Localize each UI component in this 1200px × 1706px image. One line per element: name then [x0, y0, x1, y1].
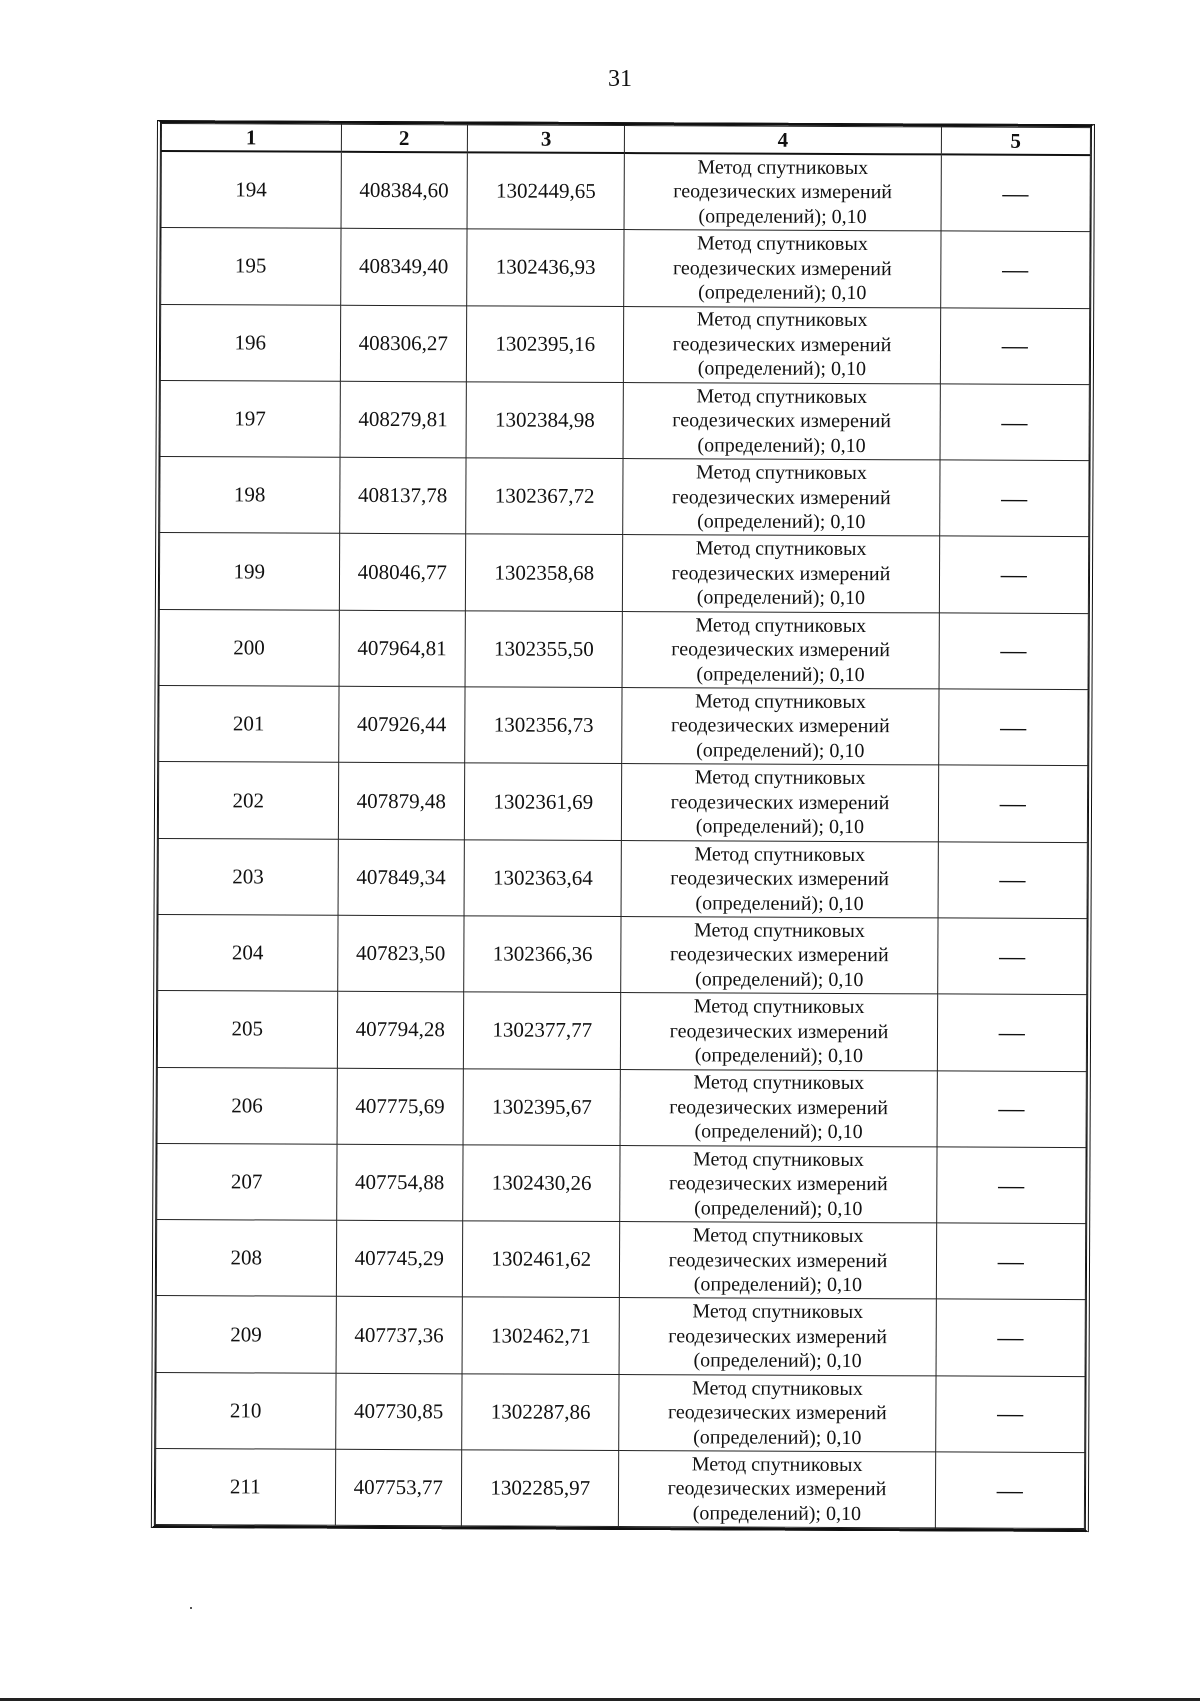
point-number-cell: 199: [159, 533, 339, 610]
method-text-line: (определений); 0,10: [694, 1044, 864, 1068]
point-number-cell: 197: [160, 380, 340, 457]
point-number-cell: 208: [156, 1220, 336, 1297]
method-text-line: геодезических измерений: [669, 1096, 889, 1120]
method-text-line: геодезических измерений: [672, 256, 892, 280]
table-row: [158, 762, 1087, 842]
method-text-line: (определений); 0,10: [694, 1197, 863, 1220]
point-number-cell: 207: [157, 1143, 337, 1220]
method-text-line: геодезических измерений: [669, 1019, 889, 1043]
table-row: [159, 533, 1088, 613]
column-header-2: 2: [341, 124, 468, 152]
x-coordinate-cell: 408306,27: [340, 305, 467, 382]
method-text-line: Метод спутниковых: [696, 461, 867, 485]
method-cell: [620, 1145, 936, 1223]
y-coordinate-cell: 1302363,64: [464, 840, 622, 917]
scan-bottom-edge: [0, 1698, 1200, 1701]
method-text-line: Метод спутниковых: [695, 614, 867, 637]
x-coordinate-cell: 407737,36: [336, 1297, 463, 1374]
y-coordinate-cell: 1302367,72: [466, 458, 624, 535]
method-text-line: геодезических измерений: [670, 791, 890, 814]
x-coordinate-cell: 407794,28: [337, 992, 464, 1069]
method-text-line: геодезических измерений: [668, 1248, 888, 1272]
method-text-line: геодезических измерений: [671, 562, 891, 586]
method-text-line: Метод спутниковых: [693, 1148, 864, 1171]
coordinates-table: [155, 123, 1091, 1529]
column-header-3: 3: [467, 125, 625, 153]
table-row: [156, 1296, 1085, 1376]
method-text-line: Метод спутниковых: [697, 232, 868, 256]
method-text-line: (определений); 0,10: [693, 1273, 863, 1297]
table-row: [158, 914, 1087, 994]
method-text-line: (определений); 0,10: [694, 1120, 863, 1144]
table-row: [159, 686, 1088, 766]
table-row: [155, 1449, 1084, 1529]
x-coordinate-cell: 407926,44: [338, 686, 465, 763]
method-cell: [624, 382, 940, 460]
method-text-line: геодезических измерений: [668, 1172, 888, 1196]
y-coordinate-cell: 1302356,73: [465, 687, 623, 764]
method-text-line: геодезических измерений: [672, 409, 892, 433]
note-cell: —: [939, 536, 1089, 613]
x-coordinate-cell: 407879,48: [338, 763, 465, 840]
method-text-line: Метод спутниковых: [695, 690, 866, 714]
method-cell: [621, 917, 937, 995]
method-text-line: Метод спутниковых: [692, 1376, 863, 1400]
method-text-line: Метод спутниковых: [693, 995, 865, 1019]
method-text-line: геодезических измерений: [667, 1477, 887, 1501]
coordinates-table-frame: [151, 120, 1095, 1532]
method-text-line: геодезических измерений: [670, 714, 890, 738]
y-coordinate-cell: 1302384,98: [466, 382, 624, 459]
scan-speck: [190, 1607, 192, 1609]
method-text-line: (определений); 0,10: [698, 205, 867, 228]
method-text-line: (определений); 0,10: [696, 739, 865, 763]
table-row: [160, 304, 1089, 384]
method-cell: [620, 1222, 936, 1300]
point-number-cell: 196: [160, 304, 340, 381]
method-text-line: (определений); 0,10: [697, 357, 867, 381]
table-row: [158, 838, 1087, 918]
method-text-line: (определений); 0,10: [695, 815, 865, 839]
x-coordinate-cell: 407730,85: [335, 1373, 462, 1450]
y-coordinate-cell: 1302395,67: [463, 1068, 621, 1145]
table-row: [161, 228, 1090, 308]
method-cell: [623, 611, 939, 689]
x-coordinate-cell: 408384,60: [341, 152, 468, 229]
method-text-line: геодезических измерений: [672, 333, 892, 357]
method-text-line: Метод спутниковых: [696, 308, 868, 332]
method-text-line: (определений); 0,10: [693, 1349, 862, 1373]
y-coordinate-cell: 1302287,86: [462, 1374, 620, 1451]
x-coordinate-cell: 407775,69: [337, 1068, 464, 1145]
note-cell: —: [938, 689, 1088, 766]
table-row: [157, 991, 1086, 1071]
x-coordinate-cell: 407964,81: [339, 610, 466, 687]
note-cell: —: [941, 154, 1091, 231]
method-cell: [624, 230, 940, 308]
method-text-line: геодезических измерений: [671, 485, 891, 509]
x-coordinate-cell: 407849,34: [338, 839, 465, 916]
table-row: [161, 151, 1090, 232]
y-coordinate-cell: 1302462,71: [462, 1297, 620, 1374]
method-text-line: геодезических измерений: [671, 638, 891, 662]
method-text-line: геодезических измерений: [670, 867, 890, 891]
point-number-cell: 211: [155, 1449, 335, 1526]
table-row: [159, 609, 1088, 689]
method-text-line: геодезических измерений: [668, 1325, 888, 1349]
x-coordinate-cell: 408279,81: [340, 381, 467, 458]
method-cell: [621, 993, 937, 1071]
note-cell: —: [937, 1070, 1087, 1147]
method-text-line: (определений); 0,10: [692, 1502, 862, 1526]
column-header-4: 4: [625, 126, 941, 155]
x-coordinate-cell: 407754,88: [336, 1144, 463, 1221]
method-text-line: геодезических измерений: [667, 1401, 887, 1425]
method-text-line: Метод спутниковых: [693, 1071, 865, 1095]
x-coordinate-cell: 408137,78: [339, 457, 466, 534]
point-number-cell: 201: [159, 686, 339, 763]
point-number-cell: 194: [161, 151, 341, 229]
y-coordinate-cell: 1302358,68: [465, 534, 623, 611]
table-row: [156, 1372, 1085, 1452]
note-cell: —: [938, 842, 1088, 919]
method-text-line: Метод спутниковых: [695, 537, 867, 561]
note-cell: —: [940, 231, 1090, 308]
point-number-cell: 200: [159, 609, 339, 686]
method-cell: [625, 153, 941, 231]
method-text-line: Метод спутниковых: [694, 842, 866, 866]
y-coordinate-cell: 1302377,77: [463, 992, 621, 1069]
page-number: 31: [608, 66, 632, 92]
method-cell: [623, 459, 939, 537]
y-coordinate-cell: 1302361,69: [464, 763, 622, 840]
point-number-cell: 209: [156, 1296, 336, 1373]
method-text-line: (определений); 0,10: [695, 891, 864, 915]
y-coordinate-cell: 1302430,26: [463, 1145, 621, 1222]
note-cell: —: [936, 1147, 1086, 1224]
point-number-cell: 198: [160, 457, 340, 534]
column-header-1: 1: [161, 124, 341, 152]
method-cell: [623, 535, 939, 613]
note-cell: —: [936, 1299, 1086, 1376]
note-cell: —: [935, 1376, 1085, 1453]
point-number-cell: 203: [158, 838, 338, 915]
note-cell: —: [936, 1223, 1086, 1300]
note-cell: —: [940, 384, 1090, 461]
method-text-line: геодезических измерений: [669, 943, 889, 967]
method-text-line: Метод спутниковых: [694, 766, 866, 790]
y-coordinate-cell: 1302461,62: [462, 1221, 620, 1298]
method-text-line: Метод спутниковых: [696, 385, 868, 408]
method-text-line: Метод спутниковых: [697, 156, 869, 179]
point-number-cell: 195: [161, 228, 341, 305]
table-header-row: [161, 124, 1090, 156]
point-number-cell: 206: [157, 1067, 337, 1144]
method-cell: [620, 1298, 936, 1376]
method-cell: [622, 840, 938, 918]
y-coordinate-cell: 1302436,93: [467, 229, 625, 306]
x-coordinate-cell: 408046,77: [339, 534, 466, 611]
method-text-line: Метод спутниковых: [692, 1224, 864, 1248]
note-cell: —: [937, 994, 1087, 1071]
method-text-line: геодезических измерений: [673, 180, 893, 204]
y-coordinate-cell: 1302395,16: [466, 305, 624, 382]
method-text-line: (определений); 0,10: [697, 434, 866, 457]
method-cell: [622, 764, 938, 842]
method-cell: [619, 1374, 935, 1452]
note-cell: —: [937, 918, 1087, 995]
method-text-line: Метод спутниковых: [691, 1453, 863, 1477]
table-row: [157, 1143, 1086, 1223]
method-text-line: Метод спутниковых: [694, 919, 865, 942]
method-text-line: Метод спутниковых: [692, 1300, 864, 1324]
point-number-cell: 202: [158, 762, 338, 839]
x-coordinate-cell: 407745,29: [336, 1220, 463, 1297]
x-coordinate-cell: 407753,77: [335, 1449, 462, 1526]
table-row: [157, 1067, 1086, 1147]
note-cell: —: [938, 765, 1088, 842]
table-row: [160, 457, 1089, 537]
note-cell: —: [939, 460, 1089, 537]
point-number-cell: 204: [158, 914, 338, 991]
method-text-line: (определений); 0,10: [696, 586, 866, 610]
method-cell: [624, 306, 940, 384]
point-number-cell: 210: [156, 1372, 336, 1449]
note-cell: —: [940, 308, 1090, 385]
method-cell: [621, 1069, 937, 1147]
y-coordinate-cell: 1302449,65: [467, 152, 625, 229]
table-row: [160, 380, 1089, 460]
y-coordinate-cell: 1302366,36: [464, 916, 622, 993]
table-body: [155, 151, 1090, 1529]
method-text-line: (определений); 0,10: [695, 968, 864, 991]
method-text-line: (определений); 0,10: [698, 281, 867, 305]
note-cell: —: [939, 613, 1089, 690]
point-number-cell: 205: [157, 991, 337, 1068]
method-cell: [619, 1451, 935, 1529]
method-cell: [622, 688, 938, 766]
y-coordinate-cell: 1302355,50: [465, 611, 623, 688]
method-text-line: (определений); 0,10: [697, 510, 866, 534]
column-header-5: 5: [941, 127, 1091, 155]
x-coordinate-cell: 407823,50: [337, 915, 464, 992]
note-cell: —: [935, 1452, 1085, 1529]
method-text-line: (определений); 0,10: [696, 663, 865, 686]
y-coordinate-cell: 1302285,97: [461, 1450, 619, 1527]
table-row: [156, 1220, 1085, 1300]
method-text-line: (определений); 0,10: [693, 1425, 862, 1449]
x-coordinate-cell: 408349,40: [340, 229, 467, 306]
